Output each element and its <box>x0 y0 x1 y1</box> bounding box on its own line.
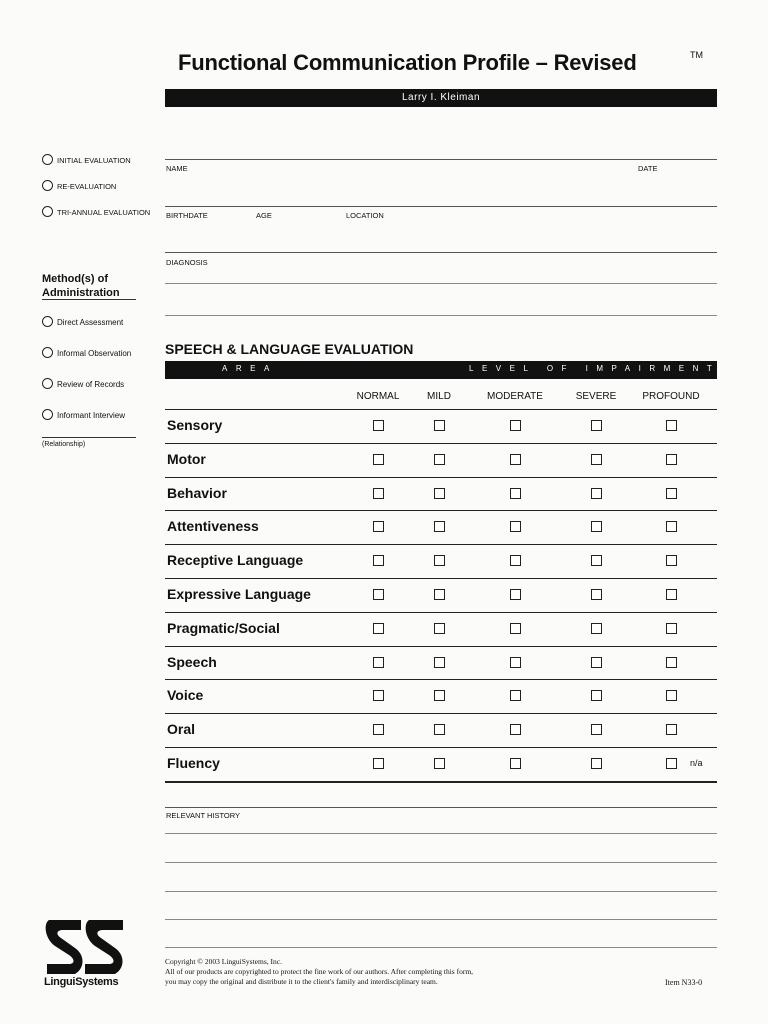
level-checkbox[interactable] <box>591 657 602 668</box>
diagnosis-line[interactable] <box>165 252 717 253</box>
level-checkbox[interactable] <box>434 657 445 668</box>
level-checkbox[interactable] <box>666 420 677 431</box>
eval-type-label: RE-EVALUATION <box>57 182 117 191</box>
level-checkbox[interactable] <box>510 724 521 735</box>
history-line-3[interactable] <box>165 891 717 892</box>
level-checkbox[interactable] <box>510 420 521 431</box>
area-label: Receptive Language <box>167 552 304 569</box>
copyright-line-1: Copyright © 2003 LinguiSystems, Inc. <box>165 957 282 966</box>
level-checkbox[interactable] <box>434 521 445 532</box>
area-label: Sensory <box>167 416 223 433</box>
method-radio[interactable] <box>42 347 53 358</box>
level-checkbox[interactable] <box>591 758 602 769</box>
diagnosis-label: DIAGNOSIS <box>166 258 208 267</box>
history-line-2[interactable] <box>165 862 717 863</box>
eval-type-label: TRI-ANNUAL EVALUATION <box>57 208 151 217</box>
level-header: PROFOUND <box>642 391 700 402</box>
level-checkbox[interactable] <box>510 589 521 600</box>
level-checkbox[interactable] <box>373 758 384 769</box>
level-checkbox[interactable] <box>591 454 602 465</box>
level-header: NORMAL <box>356 391 400 402</box>
name-label: NAME <box>166 164 188 173</box>
area-label: Motor <box>167 450 206 467</box>
grid-row-line <box>165 747 717 748</box>
level-checkbox[interactable] <box>373 657 384 668</box>
method-label: Informal Observation <box>57 349 132 358</box>
relationship-label: (Relationship) <box>42 441 86 448</box>
eval-type-radio[interactable] <box>42 206 53 217</box>
copyright-notice <box>165 957 585 987</box>
history-top-line <box>165 807 717 808</box>
birthdate-line[interactable] <box>165 206 717 207</box>
impairment-header-text: LEVEL OF IMPAIRMENT <box>469 364 721 373</box>
level-checkbox[interactable] <box>510 758 521 769</box>
level-header: SEVERE <box>575 391 617 402</box>
grid-row-line <box>165 510 717 511</box>
level-checkbox[interactable] <box>666 555 677 566</box>
grid-row-line <box>165 578 717 579</box>
section-title: SPEECH & LANGUAGE EVALUATION <box>165 341 414 357</box>
level-checkbox[interactable] <box>591 724 602 735</box>
form-title: Functional Communication Profile – Revised <box>178 50 637 75</box>
methods-title-line1: Method(s) of <box>42 273 108 285</box>
methods-title-line2: Administration <box>42 287 120 299</box>
history-line-5[interactable] <box>165 947 717 948</box>
level-checkbox[interactable] <box>510 690 521 701</box>
location-label: LOCATION <box>346 211 384 220</box>
level-checkbox[interactable] <box>373 420 384 431</box>
level-checkbox[interactable] <box>373 454 384 465</box>
level-checkbox[interactable] <box>373 589 384 600</box>
level-checkbox[interactable] <box>434 420 445 431</box>
level-checkbox[interactable] <box>591 521 602 532</box>
level-checkbox[interactable] <box>591 420 602 431</box>
grid-row-line <box>165 544 717 545</box>
linguisystems-logo <box>45 918 125 976</box>
level-checkbox[interactable] <box>591 690 602 701</box>
age-label: AGE <box>256 211 272 220</box>
copyright-line-2: All of our products are copyrighted to protect the fine work of our authors. After completing this form, <box>165 967 474 976</box>
eval-type-radio[interactable] <box>42 180 53 191</box>
method-label: Direct Assessment <box>57 318 124 327</box>
history-label: RELEVANT HISTORY <box>166 811 241 820</box>
grid-top-line <box>165 409 717 410</box>
level-checkbox[interactable] <box>373 690 384 701</box>
level-checkbox[interactable] <box>510 488 521 499</box>
level-checkbox[interactable] <box>666 589 677 600</box>
grid-row-line <box>165 612 717 613</box>
level-checkbox[interactable] <box>666 454 677 465</box>
method-radio[interactable] <box>42 316 53 327</box>
level-checkbox[interactable] <box>373 521 384 532</box>
author-bar: Larry I. Kleiman <box>165 89 717 107</box>
eval-type-label: INITIAL EVALUATION <box>57 156 131 165</box>
method-radio[interactable] <box>42 378 53 389</box>
level-checkbox[interactable] <box>373 488 384 499</box>
level-checkbox[interactable] <box>373 724 384 735</box>
level-checkbox[interactable] <box>591 589 602 600</box>
level-checkbox[interactable] <box>666 690 677 701</box>
methods-title <box>42 272 120 300</box>
area-label: Oral <box>167 721 196 738</box>
level-checkbox[interactable] <box>591 623 602 634</box>
eval-type-radio[interactable] <box>42 154 53 165</box>
level-checkbox[interactable] <box>434 589 445 600</box>
level-checkbox[interactable] <box>434 690 445 701</box>
method-radio[interactable] <box>42 409 53 420</box>
grid-row-line <box>165 443 717 444</box>
level-checkbox[interactable] <box>434 488 445 499</box>
level-checkbox[interactable] <box>434 758 445 769</box>
level-checkbox[interactable] <box>373 623 384 634</box>
relationship-line[interactable] <box>42 437 136 438</box>
level-header: MILD <box>427 391 451 402</box>
level-checkbox[interactable] <box>434 555 445 566</box>
grid-row-line <box>165 646 717 647</box>
level-checkbox[interactable] <box>591 555 602 566</box>
area-label: Speech <box>167 653 217 670</box>
level-checkbox[interactable] <box>510 623 521 634</box>
level-header: MODERATE <box>487 391 543 402</box>
grid-row-line <box>165 477 717 478</box>
trademark-mark: TM <box>690 50 703 60</box>
grid-row-line <box>165 679 717 680</box>
level-checkbox[interactable] <box>434 454 445 465</box>
level-checkbox[interactable] <box>666 623 677 634</box>
date-label: DATE <box>638 164 658 173</box>
area-label: Expressive Language <box>167 585 311 602</box>
level-checkbox[interactable] <box>510 555 521 566</box>
area-header-text: AREA <box>222 364 278 373</box>
diagnosis-line-2[interactable] <box>165 283 717 284</box>
method-label: Informant Interview <box>57 411 126 420</box>
method-label: Review of Records <box>57 380 125 389</box>
level-checkbox[interactable] <box>666 724 677 735</box>
level-checkbox[interactable] <box>510 657 521 668</box>
level-checkbox[interactable] <box>666 758 677 769</box>
item-number: Item N33-0 <box>665 978 703 987</box>
level-checkbox[interactable] <box>510 521 521 532</box>
level-checkbox[interactable] <box>591 488 602 499</box>
level-checkbox[interactable] <box>510 454 521 465</box>
history-line-4[interactable] <box>165 919 717 920</box>
na-note: n/a <box>690 757 703 768</box>
diagnosis-line-3[interactable] <box>165 315 717 316</box>
area-header-bar <box>165 361 721 379</box>
birthdate-label: BIRTHDATE <box>166 211 208 220</box>
logo-text: LinguiSystems <box>44 976 119 988</box>
area-label: Voice <box>167 687 204 704</box>
methods-title-underline <box>42 299 136 300</box>
level-checkbox[interactable] <box>666 657 677 668</box>
area-label: Attentiveness <box>167 518 259 535</box>
level-checkbox[interactable] <box>666 488 677 499</box>
name-line[interactable] <box>165 159 717 160</box>
history-line-1[interactable] <box>165 833 717 834</box>
level-checkbox[interactable] <box>373 555 384 566</box>
area-label: Fluency <box>167 754 220 771</box>
level-checkbox[interactable] <box>434 724 445 735</box>
area-label: Pragmatic/Social <box>167 619 280 636</box>
grid-row-line <box>165 713 717 714</box>
level-checkbox[interactable] <box>666 521 677 532</box>
area-label: Behavior <box>167 484 227 501</box>
level-checkbox[interactable] <box>434 623 445 634</box>
grid-row-line <box>165 781 717 783</box>
copyright-line-3: you may copy the original and distribute it to the client's family and interdisciplinary team. <box>165 977 438 986</box>
